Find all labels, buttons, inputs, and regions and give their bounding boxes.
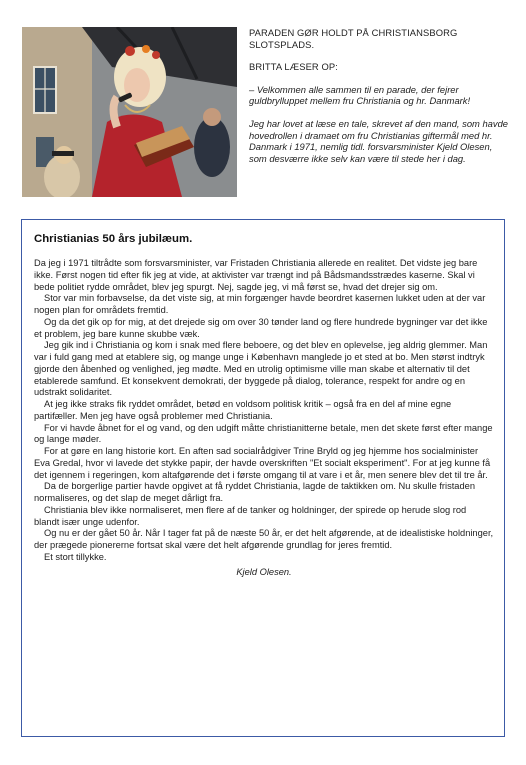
article-paragraph: For at gøre en lang historie kort. En aften sad socialrådgiver Trine Bryld og jeg hjemme hos socialminister Eva Gredal, hvor vi lavede det stykke papir, der havde overskriften "Et socialt eksperiment". For at jeg kunne få det igennem i regeringen, kom altafgørende det i første omgang til at vare i et år, men senere blev det til tre år. [34, 446, 491, 480]
article-signature: Kjeld Olesen. [236, 566, 292, 577]
caption-heading-britta: BRITTA LÆSER OP: [249, 61, 338, 73]
article-paragraph: Og nu er der gået 50 år. Når I tager fat på de næste 50 år, er det helt afgørende, at de idealistiske holdninger, der prægede pionererne fortsat skal være det helt afgørende grundlag for jeres fremtid. [34, 528, 494, 550]
article-body [34, 258, 494, 564]
photo-caption [249, 27, 511, 164]
caption-heading-parade: PARADEN GØR HOLDT PÅ CHRISTIANSBORG SLOTSPLADS. [249, 27, 458, 50]
article-box [21, 219, 505, 737]
article-paragraph: Da de borgerlige partier havde opgivet at få ryddet Christiania, lagde de taktikken om. Nu skulle fristaden normaliseres, og det slap de meget dårligt fra. [34, 481, 475, 503]
article-paragraph: Jeg gik ind i Christiania og kom i snak med flere beboere, og det blev en oplevelse, jeg aldrig glemmer. Man var i fuld gang med at etablere sig, og mange unge i København manglede jo et sted at bo. Men størst indtryk gjorde den åbenhed og venlighed, jeg mødte. Med en utrolig optimisme ville man skabe et alternativ til det etablerede samfund. Et konsekvent demokrati, der byggede på dialog, tolerance, respekt for andre og en udstrakt solidaritet. [34, 340, 488, 398]
article-paragraph: Og da det gik op for mig, at det drejede sig om over 30 tønder land og flere hundrede bygninger var det ikke et problem, jeg bare kunne skubbe væk. [34, 316, 488, 339]
article-paragraph: Christiania blev ikke normaliseret, men flere af de tanker og holdninger, der spirede op herude slog rod blandt især unge udenfor. [34, 504, 467, 527]
article-paragraph: Et stort tillykke. [44, 551, 107, 562]
article-paragraph: For vi havde åbnet for el og vand, og den udgift måtte christianitterne betale, men det skete først efter mange og lange møder. [34, 422, 493, 445]
article-paragraph: At jeg ikke straks fik ryddet området, betød en voldsom politisk kritik – også fra en del af mine egne partifæller. Men jeg have også problemer med Christiania. [34, 399, 452, 421]
photo-britta-reading [22, 27, 237, 197]
article-paragraph: Stor var min forbavselse, da det viste sig, at min forgænger havde beordret kasernen lukket uden at der var nogen plan for områdets fremtid. [34, 293, 486, 315]
article-title: Christianias 50 års jubilæum. [34, 233, 193, 245]
caption-welcome-quote: – Velkommen alle sammen til en parade, der fejrer guldbrylluppet mellem fru Christiania og hr. Danmark! [249, 83, 471, 107]
caption-speech-intro: Jeg har lovet at læse en tale, skrevet af den mand, som havde hovedrollen i dramaet om fru Christianias giftermål med hr. Danmark i 1971, nemlig tidl. forsvarsminister Kjeld Olesen, som desværre ikke selv kan være til stede her i dag. [249, 117, 508, 164]
article-paragraph: Da jeg i 1971 tiltrådte som forsvarsminister, var Fristaden Christiania allerede en realitet. Det vidste jeg bare ikke. Først nogen tid efter fik jeg at vide, at aktivister var trængt ind på Bådsmandsstrædes kaserne. Skal vi bede politiet rydde området, blev jeg spurgt. Nej, sagde jeg, vi må først se, hvad det drejer sig om. [34, 258, 478, 292]
